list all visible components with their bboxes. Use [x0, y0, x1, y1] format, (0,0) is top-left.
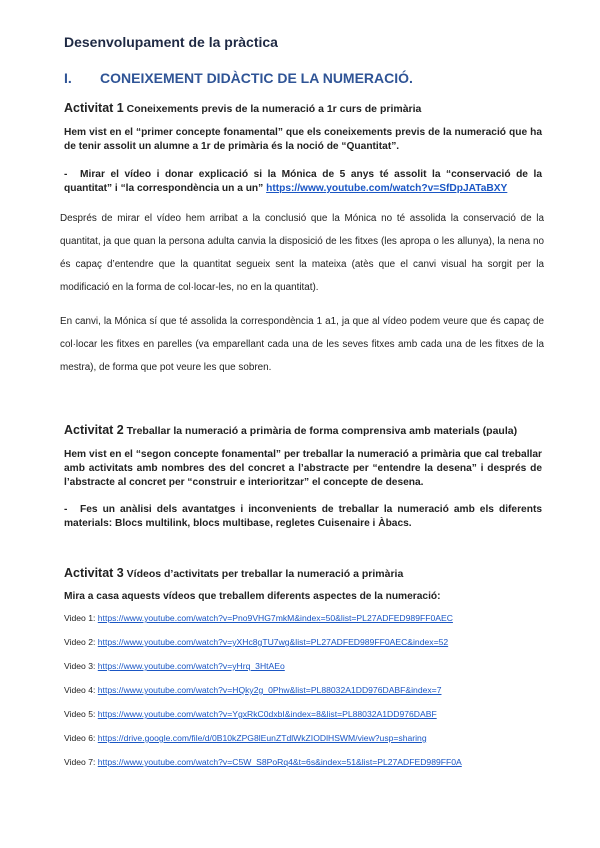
video-row: [64, 661, 285, 671]
video-label: Video 2:: [64, 637, 96, 647]
activity-1-bullet: [64, 168, 542, 196]
video-link[interactable]: https://www.youtube.com/watch?v=HQky2g_0Phw&list=PL88032A1DD976DABF&index=7: [97, 685, 442, 695]
activity-1-label: Activitat 1: [64, 101, 124, 115]
bullet-text: Mirar el vídeo i donar explicació si la Mónica de 5 anys té assolit la “conservació de la quantitat” i “la correspondència un a un”: [64, 169, 542, 194]
video-link[interactable]: https://www.youtube.com/watch?v=yXHc8gTU7wg&list=PL27ADFED989FF0AEC&index=52: [97, 637, 449, 647]
video-row: [64, 685, 441, 695]
video-link[interactable]: https://drive.google.com/file/d/0B10kZPG8lEunZTdlWkZIODlHSWM/view?usp=sharing: [97, 733, 427, 743]
heading: [64, 70, 413, 86]
video-label: Video 4:: [64, 685, 96, 695]
activity-1-title: [64, 101, 421, 115]
activity-3-label: Activitat 3: [64, 566, 124, 580]
activity-2-title: [64, 423, 517, 437]
activity-1-intro: Hem vist en el “primer concepte fonamental” que els coneixements previs de la numeració que ha de tenir assolit un alumne a 1r de primària és la noció de “Quantitat”.: [64, 127, 542, 152]
video-label: Video 7:: [64, 757, 96, 767]
video-row: [64, 613, 453, 623]
bullet-dash: -: [64, 504, 68, 515]
video-link[interactable]: https://www.youtube.com/watch?v=C5W_S8PoRq4&t=6s&index=51&list=PL27ADFED989FF0A: [97, 757, 462, 767]
activity-2-intro: Hem vist en el “segon concepte fonamental” per treballar la numeració a primària que cal treballar amb activitats amb nombres des del concret a l’abstracte per “entendre la desena” i després de l’abstracte al concret per “construir e interioritzar” el concepte de desena.: [64, 449, 542, 488]
bullet-text: Fes un anàlisi dels avantatges i inconvenients de treballar la numeració amb els diferents materials: Blocs multilink, blocs multibase, regletes Cuisenaire i Àbacs.: [64, 504, 542, 529]
bullet-dash: -: [64, 169, 68, 180]
monica-video-link[interactable]: https://www.youtube.com/watch?v=SfDpJATaBXY: [266, 183, 508, 194]
activity-2-label: Activitat 2: [64, 423, 124, 437]
section-title: Desenvolupament de la pràctica: [64, 34, 278, 50]
activity-2-subtitle: Treballar la numeració a primària de forma comprensiva amb materials (paula): [126, 425, 518, 437]
video-label: Video 6:: [64, 733, 96, 743]
video-label: Video 1:: [64, 613, 96, 623]
video-row: [64, 757, 462, 767]
video-link[interactable]: https://www.youtube.com/watch?v=YgxRkC0dxbI&index=8&list=PL88032A1DD976DABF: [97, 709, 437, 719]
video-link[interactable]: https://www.youtube.com/watch?v=yHrq_3HtAEo: [97, 661, 285, 671]
video-row: [64, 709, 437, 719]
activity-2-bullet: [64, 503, 542, 531]
video-label: Video 3:: [64, 661, 96, 671]
activity-1-subtitle: Coneixements previs de la numeració a 1r curs de primària: [126, 103, 422, 115]
video-label: Video 5:: [64, 709, 96, 719]
activity-3-subtitle: Vídeos d’activitats per treballar la numeració a primària: [126, 568, 404, 580]
video-row: [64, 733, 427, 743]
activity-3-title: [64, 566, 403, 580]
video-link[interactable]: https://www.youtube.com/watch?v=Pno9VHG7mkM&index=50&list=PL27ADFED989FF0AEC: [97, 613, 453, 623]
activity-1-paragraph-2: En canvi, la Mónica sí que té assolida la correspondència 1 a1, ja que al vídeo podem veure que és capaç de col·locar les fitxes en parelles (va emparellant cada una de les seves fitxes amb cada una de les fitxes de la mestra), de forma que pot veure les que sobren.: [60, 316, 544, 373]
heading-text: CONEIXEMENT DIDÀCTIC DE LA NUMERACIÓ.: [100, 70, 413, 86]
activity-3-intro: Mira a casa aquests vídeos que treballem diferents aspectes de la numeració:: [64, 591, 441, 602]
heading-number: I.: [64, 70, 72, 86]
activity-1-paragraph-1: Després de mirar el vídeo hem arribat a la conclusió que la Mónica no té assolida la conservació de la quantitat, ja que quan la persona adulta canvia la disposició de les fitxes (les apropa o les allunya), la nena no és capaç d’entendre que la quantitat segueix sent la mateixa (atès que el canvi visual ha sorgit per la modificació en la forma de col·locar-les, no en la quantitat).: [60, 213, 544, 293]
video-row: [64, 637, 448, 647]
